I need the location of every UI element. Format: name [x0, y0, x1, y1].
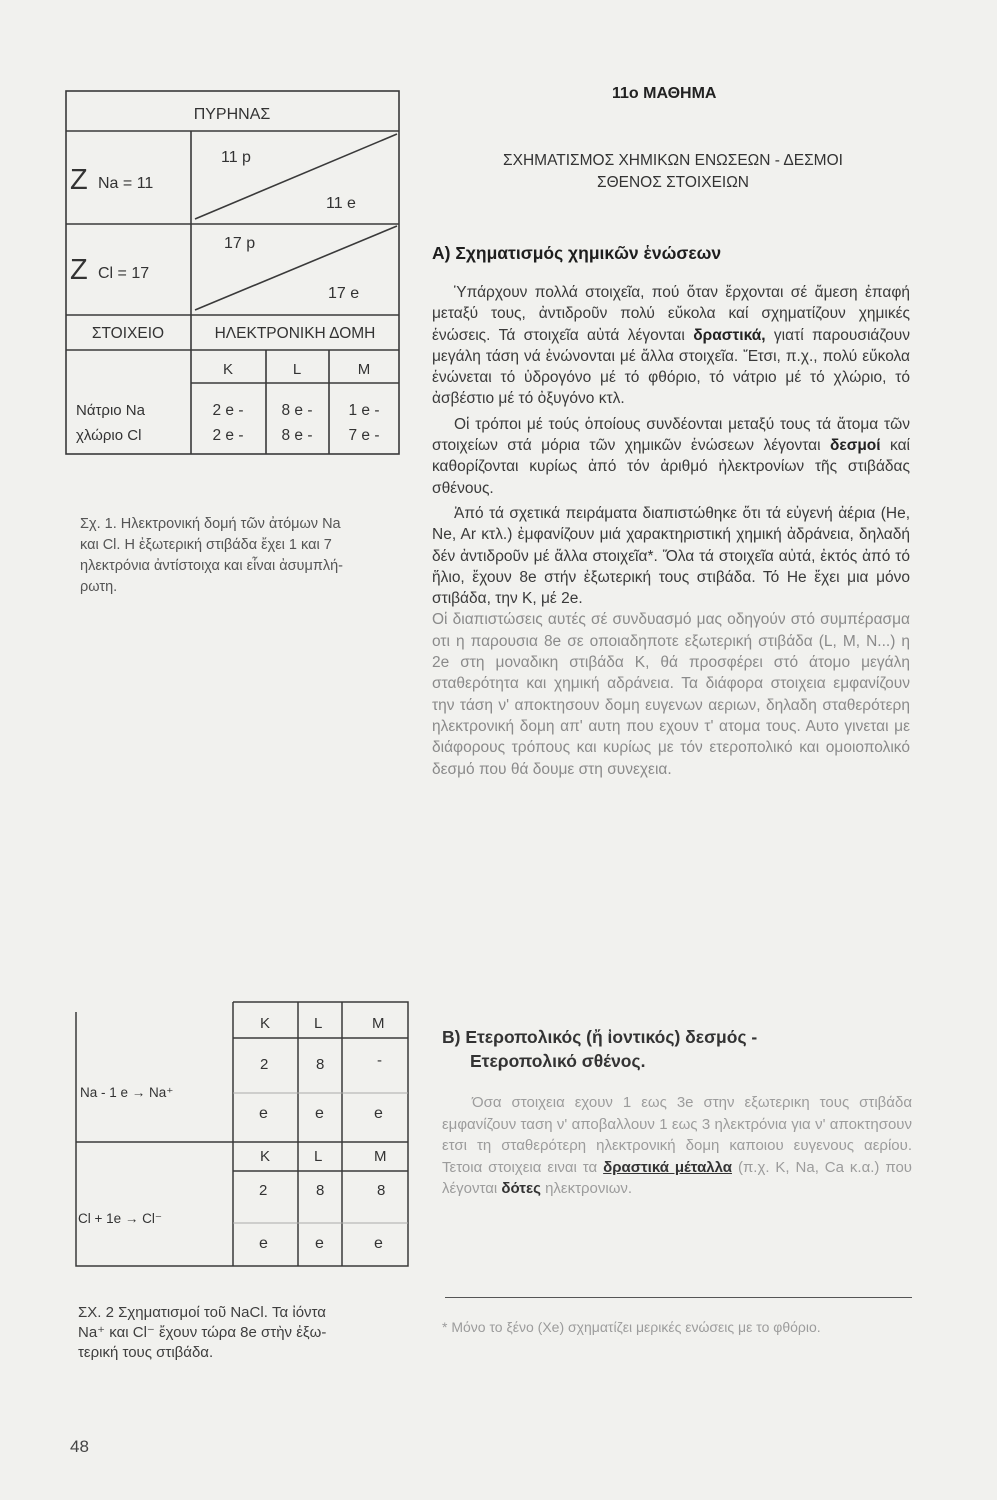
paragraph [442, 1092, 912, 1200]
text: Οἱ τρόποι μέ τούς ὁποίους συνδέονται μεταξύ τους τά ἄτομα τῶν στοιχείων στά μόρια τῶν χημικῶν ἑνώσεων λέγονται [432, 415, 910, 455]
na-unit-l: e [315, 1105, 324, 1122]
bold-term: δραστικά μέταλλα [603, 1158, 733, 1176]
z-symbol: Z [70, 254, 88, 286]
cl-l: 8 e - [281, 427, 313, 444]
text: γιατί παρουσιάζουν μεγάλη τάση νά ἑνώνονται μέ ἄλλα στοιχεῖα. Ἔτσι, π.χ., πολύ εὔκολα ἑνώνεται τό ὑδρογόνο μέ τό φθόριο, τό νάτριο μέ τό χλώριο, τό ἀσβέστιο μέ τό ὀξυγόνο κτλ. [432, 326, 910, 408]
t2-shell-k: K [260, 1015, 271, 1032]
paragraph [432, 414, 910, 499]
heading-line: Β) Ετεροπολικός (ἤ ἰοντικός) δεσμός - [442, 1027, 758, 1047]
na-unit-m: e [374, 1105, 383, 1122]
section-b-heading [442, 1025, 922, 1073]
na-count-k: 2 [260, 1056, 269, 1073]
text: καί καθορίζονται κυρίως ἀπό τόν ἀριθμό ἠλεκτρονίων τῆς στιβάδας σθένους. [432, 437, 910, 497]
footnote-rule [445, 1297, 912, 1298]
electrons-cl: 17 e [328, 285, 360, 302]
page-number: 48 [70, 1437, 89, 1456]
footnote: * Μόνο το ξένο (Xe) σχηματίζει μερικές ενώσεις με το φθόριο. [442, 1319, 821, 1335]
paragraph [432, 282, 910, 410]
column-structure: ΗΛΕΚΤΡΟΝΙΚΗ ΔΟΜΗ [214, 325, 376, 342]
cl-count-l: 8 [316, 1182, 325, 1199]
bold-term: δεσμοί [829, 437, 881, 455]
t2-shell-k: K [260, 1148, 271, 1165]
shell-m: M [357, 361, 371, 378]
cl-unit-m: e [374, 1235, 383, 1252]
cl-unit-l: e [315, 1235, 324, 1252]
atom-chlorine: χλώριο Cl [76, 427, 142, 444]
nucleus-header: ΠΥΡΗΝΑΣ [193, 106, 271, 123]
atom-sodium: Νάτριο Na [76, 402, 145, 419]
bold-term: δραστικά, [693, 326, 766, 344]
chapter-title-line: ΣΧΗΜΑΤΙΣΜΟΣ ΧΗΜΙΚΩΝ ΕΝΩΣΕΩΝ - ΔΕΣΜΟΙ [503, 152, 843, 169]
caption-line: ρωτη. [80, 579, 118, 595]
body-text-a [432, 282, 910, 780]
protons-cl: 17 p [224, 235, 256, 252]
lesson-title: 11ο ΜΑΘΗΜΑ [612, 85, 717, 102]
shell-k: K [222, 361, 234, 378]
element-na: Na = 11 [98, 175, 154, 192]
reaction-chlorine: Cl + 1e → Cl⁻ [78, 1211, 163, 1226]
t2-shell-m: M [372, 1015, 385, 1032]
cl-k: 2 e - [212, 427, 244, 444]
element-cl: Cl = 17 [98, 265, 150, 282]
na-k: 2 e - [212, 402, 244, 419]
na-l: 8 e - [281, 402, 313, 419]
shell-l: L [292, 361, 302, 378]
na-count-m: - [377, 1052, 382, 1069]
protons-na: 11 p [221, 149, 251, 166]
figure-2-caption [78, 1303, 408, 1363]
heading-line: Ετεροπολικό σθένος. [470, 1051, 646, 1071]
t2-shell-l: L [314, 1148, 323, 1165]
caption-line: τερική τους στιβάδα. [78, 1344, 214, 1361]
nacl-formation-table [72, 998, 412, 1270]
paragraph: Οἱ διαπιστώσεις αυτές σέ συνδυασμό μας οδηγούν στό συμπέρασμα οτι η παρουσια 8e σε οποιαδηποτε εξωτερική στιβάδα (L, M, N...) η 2e στη μοναδικη στιβάδα K, θά προσφέρει στό άτομο μεγάλη σταθερότητα και χημική αδράνεια. Τα διάφορα στοιχεια εμφανίζουν την τάση ν' αποκτησουν δομη ευγενων αεριων, δηλαδη σταθερότερη ηλεκτρονική δομη απ' αυτη που εχουν τ' ατομα τους. Αυτο γινεται με διάφορους τρόπους και κυρίως με τόν ετεροπολικό και ομοιοπολικό δεσμό που θά δουμε στη συνεχεια. [432, 611, 910, 778]
column-element: ΣΤΟΙΧΕΙΟ [91, 325, 165, 342]
t2-shell-m: M [374, 1148, 387, 1165]
text: Ὑπάρχουν πολλά στοιχεῖα, πού ὅταν ἔρχονται σέ ἄμεση ἐπαφή μεταξύ τους, ἀντιδροῦν πολύ εὔκολα καί σχηματίζουν χημικές ἑνώσεις. Τά στοιχεῖα αὐτά λέγονται [432, 284, 910, 344]
caption-line: ΣΧ. 2 Σχηματισμοί τοῦ NaCl. Τα ἰόντα [78, 1304, 326, 1321]
electrons-na: 11 e [326, 195, 356, 212]
chapter-title-line: ΣΘΕΝΟΣ ΣΤΟΙΧΕΙΩΝ [596, 174, 749, 191]
text: (π.χ. K, Na, Ca κ.α.) που λέγονται [442, 1158, 913, 1197]
cl-m: 7 e - [348, 427, 380, 444]
caption-line: Na⁺ και Cl⁻ ἔχουν τώρα 8e στὴν ἐξω- [78, 1324, 327, 1341]
caption-line: Σχ. 1. Ηλεκτρονική δομή τῶν ἀτόμων Na [80, 516, 341, 532]
na-count-l: 8 [316, 1056, 325, 1073]
bold-term: δότες [501, 1180, 541, 1197]
paragraph: Ἀπό τά σχετικά πειράματα διαπιστώθηκε ὅτι τά εὐγενή ἀέρια (He, Ne, Ar κτλ.) ἐμφανίζουν μιά χαρακτηριστική χημική ἀδράνεια, δηλαδή δέν ἀντιδροῦν μέ ἄλλα στοιχεῖα*. Ὅλα τά στοιχεῖα αὐτά, ἐκτός ἀπό τό ἥλιο, ἔχουν 8e στήν ἐξωτερική τους στιβάδα. Τό He ἔχει μια μόνο στιβάδα, την K, μέ 2e. [432, 504, 910, 608]
reaction-sodium: Na - 1 e → Na⁺ [80, 1085, 174, 1100]
figure-1-caption [80, 514, 410, 598]
caption-line: ηλεκτρόνια ἀντίστοιχα και εἶναι ἀσυμπλή- [80, 558, 343, 574]
cl-count-m: 8 [377, 1182, 386, 1199]
text: ηλεκτρονιων. [545, 1180, 633, 1197]
na-m: 1 e - [348, 402, 380, 419]
caption-line: και Cl. Η ἐξωτερική στιβάδα ἔχει 1 και 7 [80, 537, 332, 553]
na-unit-k: e [259, 1105, 268, 1122]
cl-count-k: 2 [259, 1182, 268, 1199]
body-text-b [442, 1092, 912, 1200]
cl-unit-k: e [259, 1235, 268, 1252]
text: Όσα στοιχεια εχουν 1 εως 3e στην εξωτερικη τους στιβάδα εμφανίζουν ταση ν' αποβαλλουν 1 εως 3 ηλεκτρόνια για ν' αποκτησουν ετσι τη σταθερότερη ηλεκτρονική δομη καποιου ευγενους αερίου. Τετοια στοιχεια ειναι τα [442, 1094, 912, 1176]
chapter-title [430, 150, 916, 194]
section-a-heading: Α) Σχηματισμός χημικῶν ἑνώσεων [432, 243, 722, 263]
t2-shell-l: L [314, 1015, 323, 1032]
z-symbol: Z [70, 164, 88, 196]
electronic-structure-table [64, 88, 404, 458]
